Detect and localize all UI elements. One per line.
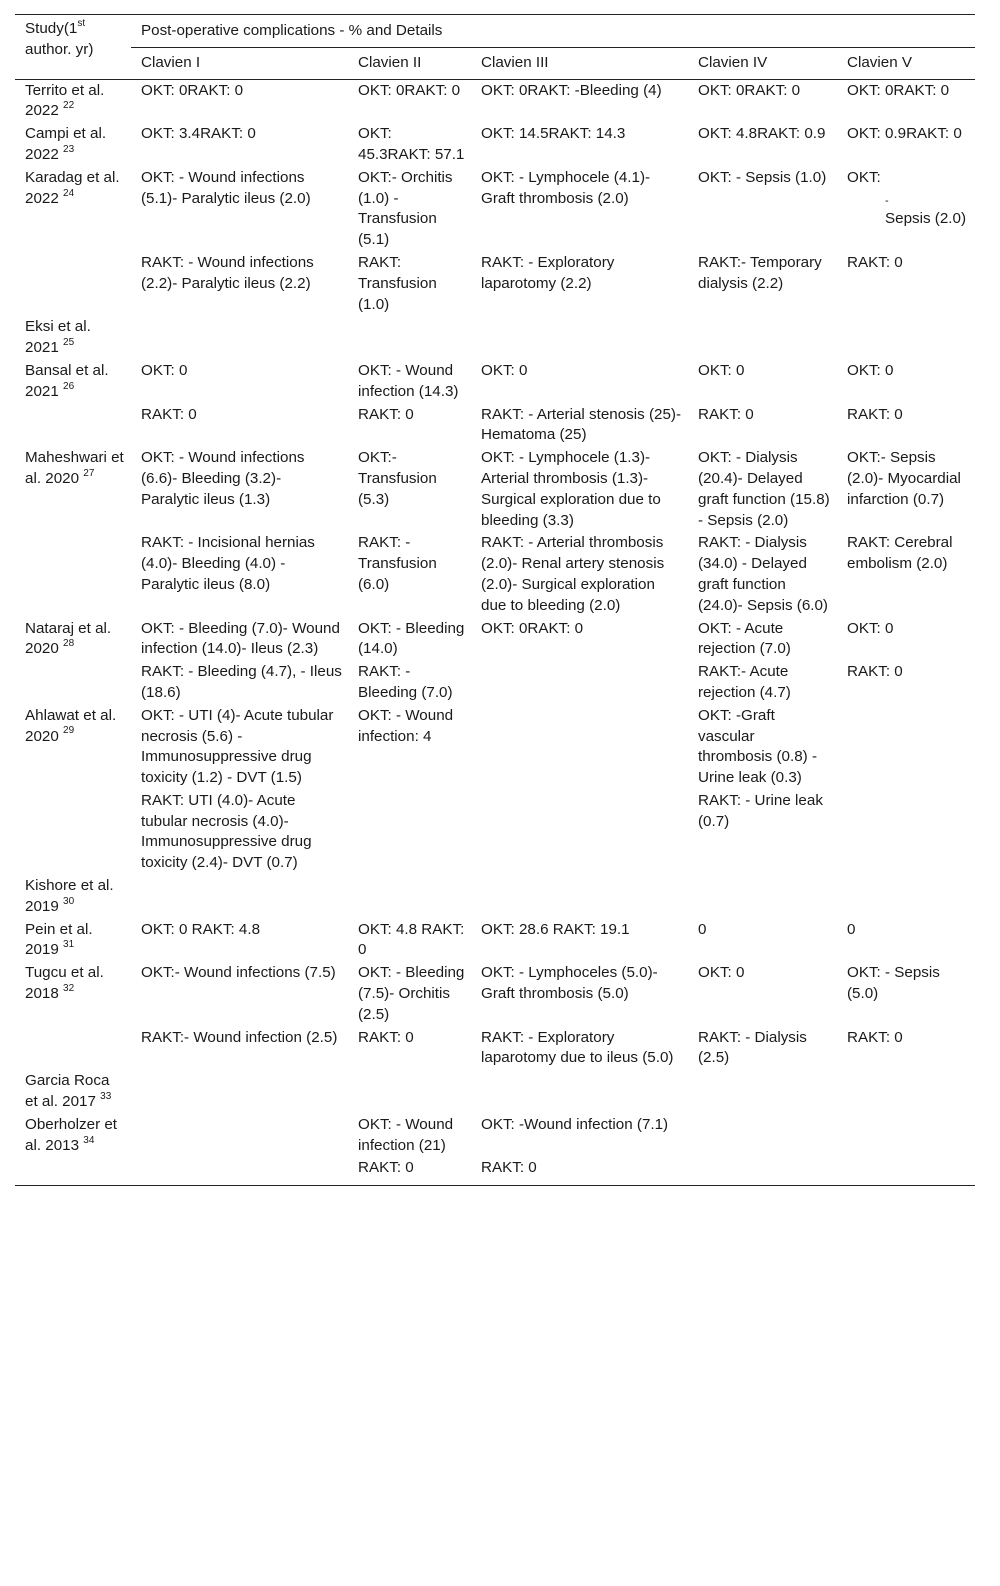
clavien-2-cell: RAKT: 0: [358, 405, 414, 423]
clavien-1-cell: OKT: - UTI (4)- Acute tubular necrosis (5.6) - Immunosuppressive drug toxicity (1.2) - DVT (1.5): [141, 706, 334, 787]
clavien-4-cell: OKT: -Graft vascular thrombosis (0.8) -Urine leak (0.3): [698, 706, 818, 787]
study-cell: Pein et al. 2019 $^{31}$: [25, 920, 93, 959]
clavien-1-cell: OKT: - Wound infections (6.6)- Bleeding (3.2)- Paralytic ileus (1.3): [141, 449, 305, 508]
clavien-2-cell: RAKT: - Bleeding (7.0): [358, 663, 453, 701]
clavien-5-cell: RAKT: 0: [847, 253, 903, 271]
clavien-2-cell: OKT: - Bleeding (7.5)- Orchitis (2.5): [358, 964, 465, 1023]
clavien-3-cell: RAKT: - Exploratory laparotomy (2.2): [481, 253, 615, 292]
header-clavien-5: Clavien V: [837, 47, 975, 79]
clavien-1-cell: RAKT: UTI (4.0)- Acute tubular necrosis (4.0)- Immunosuppressive drug toxicity (2.4)- DVT (0.7): [141, 791, 312, 872]
clavien-3-cell: RAKT: - Arterial thrombosis (2.0)- Renal artery stenosis (2.0)- Surgical exploration due to bleeding (2.0): [481, 534, 665, 614]
clavien-4-cell: OKT: 0: [698, 964, 745, 982]
clavien-3-cell: RAKT: 0: [471, 1157, 688, 1186]
clavien-3-cell: OKT: -Wound infection (7.1): [481, 1115, 669, 1133]
table-row: [15, 661, 975, 705]
study-cell: Oberholzer et al. 2013 $^{34}$: [25, 1115, 118, 1154]
table-row: [15, 532, 975, 617]
study-cell: Nataraj et al. 2020 $^{28}$: [25, 619, 112, 658]
table-row: [15, 252, 975, 316]
study-cell: Bansal et al. 2021 $^{26}$: [25, 361, 109, 400]
clavien-3-cell: OKT: - Lymphoceles (5.0)- Graft thrombosis (5.0): [481, 964, 658, 1003]
clavien-1-cell: RAKT: - Bleeding (4.7), - Ileus (18.6): [141, 663, 342, 701]
clavien-5-cell: 0: [847, 920, 856, 938]
table-row: [15, 1114, 975, 1158]
table-row: [15, 1027, 975, 1071]
clavien-2-cell: OKT: - Wound infection: 4: [358, 706, 454, 745]
table-row: [15, 447, 975, 532]
clavien-4-cell: OKT: 0RAKT: 0: [698, 81, 801, 99]
clavien-5-cell: OKT: 0: [847, 361, 894, 379]
header-complications: Post-operative complications - % and Details: [131, 15, 975, 48]
clavien-4-cell: RAKT: 0: [698, 405, 754, 423]
clavien-5-cell: RAKT: 0: [847, 1028, 903, 1046]
clavien-4-cell: OKT: - Dialysis (20.4)- Delayed graft function (15.8) - Sepsis (2.0): [698, 449, 830, 529]
clavien-3-cell: OKT: 0RAKT: 0: [481, 619, 584, 637]
clavien-2-cell: OKT: - Wound infection (21): [358, 1115, 454, 1154]
clavien-3-cell: OKT: 14.5RAKT: 14.3: [481, 125, 626, 143]
clavien-4-cell: RAKT:- Temporary dialysis (2.2): [698, 253, 822, 292]
study-cell: Kishore et al. 2019 $^{30}$: [25, 877, 114, 915]
clavien-3-cell: RAKT: - Exploratory laparotomy due to ileus (5.0): [481, 1028, 674, 1067]
clavien-3-cell: OKT: 0: [481, 361, 528, 379]
clavien-2-cell: OKT: 0RAKT: 0: [358, 81, 461, 99]
clavien-2-cell: OKT:- Transfusion (5.3): [358, 449, 437, 508]
clavien-5-cell: OKT:- Sepsis (2.0)- Myocardial infarction (0.7): [847, 449, 961, 508]
clavien-1-cell: OKT: 3.4RAKT: 0: [141, 125, 256, 143]
table-row: [15, 404, 975, 448]
clavien-5-cell: OKT: - Sepsis (5.0): [847, 964, 940, 1003]
clavien-5-cell: OKT: 0.9RAKT: 0: [847, 125, 962, 143]
clavien-4-cell: OKT: 4.8RAKT: 0.9: [698, 125, 826, 143]
clavien-1-cell: OKT:- Wound infections (7.5): [141, 964, 336, 982]
clavien-1-cell: OKT: - Bleeding (7.0)- Wound infection (14.0)- Ileus (2.3): [141, 619, 340, 658]
header-clavien-3: Clavien III: [471, 47, 688, 79]
study-cell: Territo et al. 2022 $^{22}$: [25, 81, 105, 120]
table-row: [15, 875, 975, 919]
clavien-1-cell: OKT: - Wound infections (5.1)- Paralytic ileus (2.0): [141, 168, 311, 207]
table-row: [15, 123, 975, 167]
clavien-3-cell: RAKT: - Arterial stenosis (25)- Hematoma (25): [481, 405, 682, 444]
table-row: [15, 790, 975, 875]
clavien-1-cell: OKT: 0RAKT: 0: [141, 81, 244, 99]
study-cell: Karadag et al. 2022 $^{24}$: [25, 168, 120, 207]
clavien-1-cell: OKT: 0 RAKT: 4.8: [141, 920, 261, 938]
clavien-5-cell: OKT: 0: [847, 619, 894, 637]
clavien-3-cell: OKT: - Lymphocele (4.1)- Graft thrombosis (2.0): [481, 168, 651, 207]
table-row: [15, 618, 975, 662]
study-cell: Tugcu et al. 2018 $^{32}$: [25, 964, 104, 1003]
clavien-4-cell: OKT: - Sepsis (1.0): [698, 168, 827, 186]
clavien-5-cell: OKT: - Sepsis (2.0): [847, 168, 967, 227]
clavien-2-cell: RAKT: 0: [348, 1157, 471, 1186]
clavien-1-cell: RAKT:- Wound infection (2.5): [141, 1028, 338, 1046]
table-row: [15, 962, 975, 1026]
table-row: [15, 1070, 975, 1114]
clavien-3-cell: OKT: 28.6 RAKT: 19.1: [481, 920, 630, 938]
table-row: [15, 1157, 975, 1186]
clavien-2-cell: OKT: - Wound infection (14.3): [358, 361, 459, 400]
clavien-5-cell: RAKT: Cerebral embolism (2.0): [847, 534, 953, 573]
header-clavien-4: Clavien IV: [688, 47, 837, 79]
clavien-4-cell: RAKT:- Acute rejection (4.7): [698, 663, 791, 701]
clavien-5-cell: RAKT: 0: [847, 405, 903, 423]
header-study: Study(1st author. yr): [15, 15, 131, 80]
clavien-2-cell: RAKT: - Transfusion (6.0): [358, 534, 437, 593]
clavien-3-cell: OKT: - Lymphocele (1.3)- Arterial thrombosis (1.3)- Surgical exploration due to bleeding (3.3): [481, 449, 661, 529]
study-cell: Maheshwari et al. 2020 $^{27}$: [25, 449, 124, 487]
study-cell: Campi et al. 2022 $^{23}$: [25, 125, 107, 163]
clavien-2-cell: RAKT: 0: [358, 1028, 414, 1046]
table-row: [15, 316, 975, 360]
clavien-1-cell: OKT: 0: [141, 361, 188, 379]
clavien-3-cell: OKT: 0RAKT: -Bleeding (4): [481, 81, 662, 99]
clavien-1-cell: RAKT: - Incisional hernias (4.0)- Bleeding (4.0) - Paralytic ileus (8.0): [141, 534, 315, 593]
header-clavien-2: Clavien II: [348, 47, 471, 79]
table-row: [15, 360, 975, 404]
clavien-1-cell: RAKT: 0: [141, 405, 197, 423]
clavien-4-cell: 0: [698, 920, 707, 938]
clavien-4-cell: RAKT: - Dialysis (34.0) - Delayed graft function (24.0)- Sepsis (6.0): [698, 534, 828, 614]
header-clavien-1: Clavien I: [131, 47, 348, 79]
clavien-1-cell: RAKT: - Wound infections (2.2)- Paralytic ileus (2.2): [141, 253, 314, 292]
study-cell: Eksi et al. 2021 $^{25}$: [25, 318, 91, 357]
table-row: [15, 167, 975, 252]
clavien-2-cell: OKT: 45.3RAKT: 57.1: [358, 125, 465, 163]
complications-table: [15, 14, 975, 1186]
study-cell: Ahlawat et al. 2020 $^{29}$: [25, 706, 117, 745]
table-row: [15, 79, 975, 123]
clavien-5-cell: RAKT: 0: [847, 663, 903, 681]
clavien-4-cell: OKT: 0: [698, 361, 745, 379]
clavien-2-cell: OKT: 4.8 RAKT: 0: [358, 920, 465, 959]
clavien-5-cell: OKT: 0RAKT: 0: [847, 81, 950, 99]
clavien-4-cell: RAKT: - Urine leak (0.7): [698, 791, 823, 830]
clavien-4-cell: OKT: - Acute rejection (7.0): [698, 619, 791, 658]
table-row: [15, 705, 975, 790]
study-cell: Garcia Roca et al. 2017 $^{33}$: [25, 1072, 112, 1111]
table-row: [15, 919, 975, 963]
clavien-2-cell: OKT:- Orchitis (1.0) - Transfusion (5.1): [358, 168, 453, 249]
clavien-2-cell: RAKT: Transfusion (1.0): [358, 253, 437, 313]
clavien-2-cell: OKT: - Bleeding (14.0): [358, 619, 465, 658]
clavien-4-cell: RAKT: - Dialysis (2.5): [698, 1028, 807, 1067]
